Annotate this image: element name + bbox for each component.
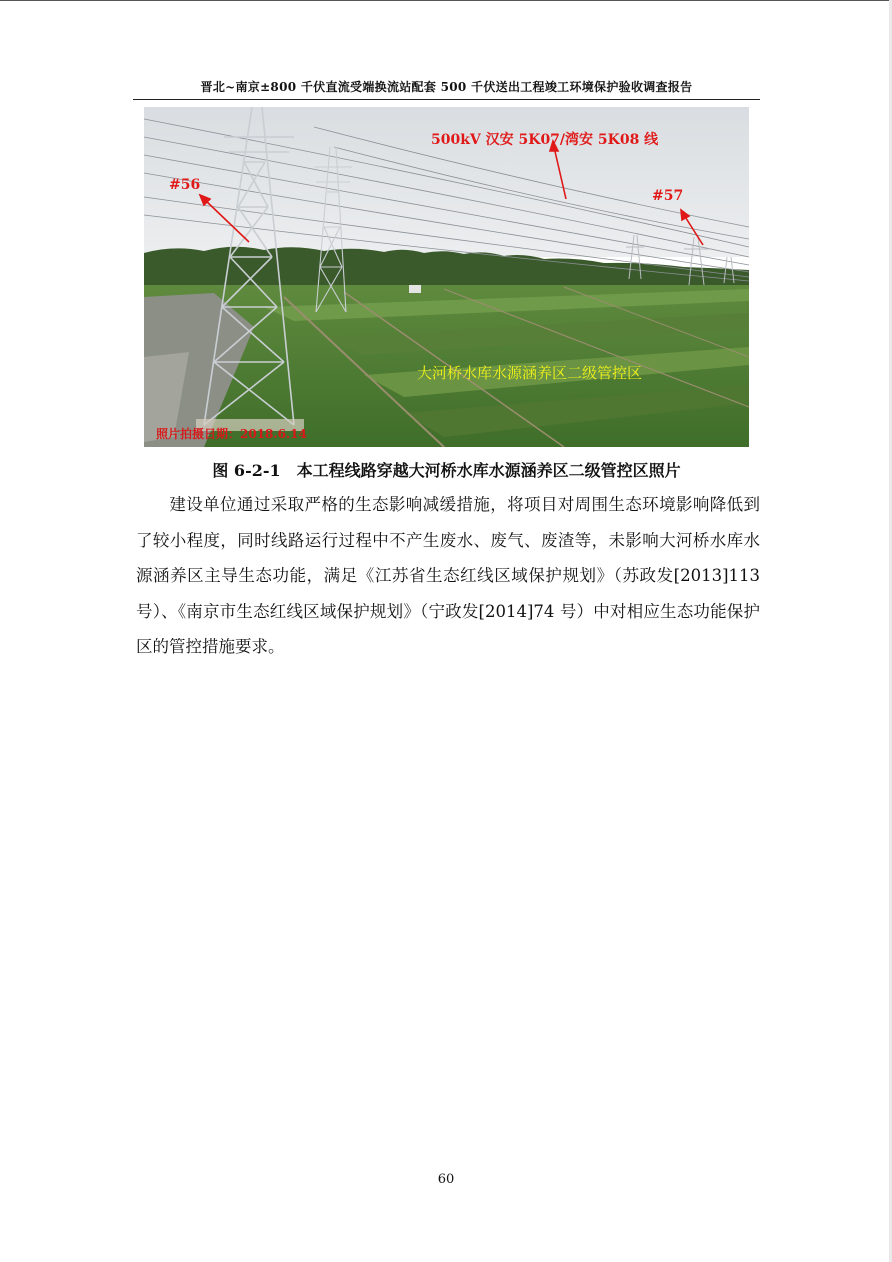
site-photo (144, 107, 749, 447)
site-photo-drawing (144, 107, 749, 447)
figure-caption: 图 6-2-1 本工程线路穿越大河桥水库水源涵养区二级管控区照片 (212, 461, 681, 480)
body-paragraph (136, 487, 760, 665)
tower-57-label: #57 (652, 188, 684, 204)
header-rule (133, 99, 760, 100)
tower-56-label: #56 (169, 177, 201, 193)
running-header: 晋北~南京±800 千伏直流受端换流站配套 500 千伏送出工程竣工环境保护验收调查报告 (200, 80, 693, 94)
power-line-label: 500kV 汉安 5K07/湾安 5K08 线 (431, 132, 659, 148)
page-number: 60 (437, 1172, 455, 1187)
body-paragraph-text: 建设单位通过采取严格的生态影响减缓措施，将项目对周围生态环境影响降低到了较小程度，同时线路运行过程中不产生废水、废气、废渣等，未影响大河桥水库水源涵养区主导生态功能，满足《江苏省生态红线区域保护规划》（苏政发[2013]113 号）、《南京市生态红线区域保护规划》（宁政发[2014]74 号）中对相应生态功能保护区的管控措施要求。 (136, 495, 760, 656)
photo-date-label: 照片拍摄日期：2018.6.14 (156, 427, 307, 441)
protection-zone-label: 大河桥水库水源涵养区二级管控区 (417, 364, 643, 382)
page-top-border (0, 0, 892, 1)
